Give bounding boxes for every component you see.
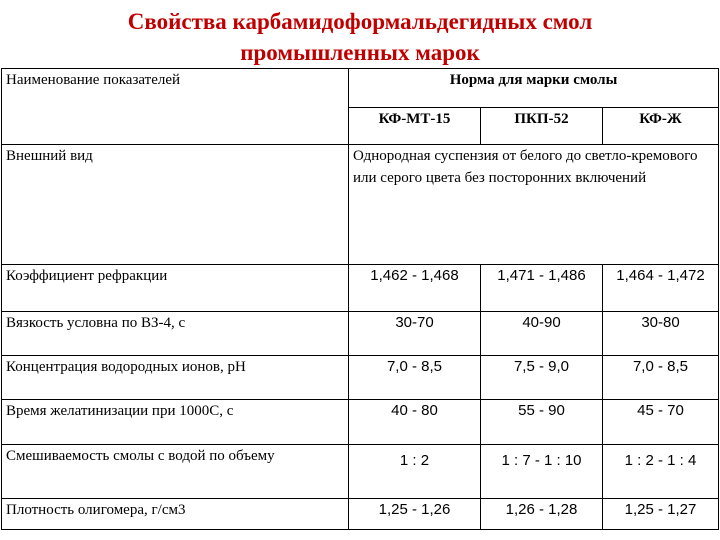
row-name-density: Плотность олигомера, г/см3: [2, 499, 349, 530]
grade-header-kf-zh: КФ-Ж: [603, 108, 719, 145]
cell-value: 55 - 90: [481, 400, 603, 445]
table-row: [2, 265, 719, 312]
cell-value: 7,0 - 8,5: [349, 356, 481, 400]
cell-value: 1 : 2 - 1 : 4: [603, 445, 719, 499]
cell-value: 1,471 - 1,486: [481, 265, 603, 312]
table-row: [2, 400, 719, 445]
row-name-refraction: Коэффициент рефракции: [2, 265, 349, 312]
cell-value: 1 : 7 - 1 : 10: [481, 445, 603, 499]
cell-value: 30-70: [349, 312, 481, 356]
table-row: [2, 145, 719, 265]
cell-value: 1,25 - 1,27: [603, 499, 719, 530]
title-line-1: Свойства карбамидоформальдегидных смол: [127, 9, 593, 34]
properties-table: [1, 68, 719, 530]
cell-value: 30-80: [603, 312, 719, 356]
cell-value: 1,462 - 1,468: [349, 265, 481, 312]
cell-value: 40 - 80: [349, 400, 481, 445]
cell-value: 45 - 70: [603, 400, 719, 445]
cell-value: 1,464 - 1,472: [603, 265, 719, 312]
table-header-row: [2, 69, 719, 108]
cell-value: 7,5 - 9,0: [481, 356, 603, 400]
table-row: [2, 356, 719, 400]
column-header-name: Наименование показателей: [2, 69, 349, 145]
row-name-viscosity: Вязкость условна по ВЗ-4, с: [2, 312, 349, 356]
cell-value: 1 : 2: [349, 445, 481, 499]
row-name-gelation-time: Время желатинизации при 1000С, с: [2, 400, 349, 445]
cell-value: 40-90: [481, 312, 603, 356]
appearance-description: Однородная суспензия от белого до светло-кремового или серого цвета без посторонних включений: [349, 145, 719, 265]
row-name-ph: Концентрация водородных ионов, рН: [2, 356, 349, 400]
column-header-norm: Норма для марки смолы: [349, 69, 719, 108]
grade-header-kf-mt-15: КФ-МТ-15: [349, 108, 481, 145]
row-name-miscibility: Смешиваемость смолы с водой по объему: [2, 445, 349, 499]
page-title: [0, 6, 720, 68]
table-row: [2, 312, 719, 356]
row-name-appearance: Внешний вид: [2, 145, 349, 265]
cell-value: 7,0 - 8,5: [603, 356, 719, 400]
cell-value: 1,26 - 1,28: [481, 499, 603, 530]
grade-header-pkp-52: ПКП-52: [481, 108, 603, 145]
cell-value: 1,25 - 1,26: [349, 499, 481, 530]
title-line-2: промышленных марок: [240, 40, 480, 65]
table-row: [2, 499, 719, 530]
table-row: [2, 445, 719, 499]
